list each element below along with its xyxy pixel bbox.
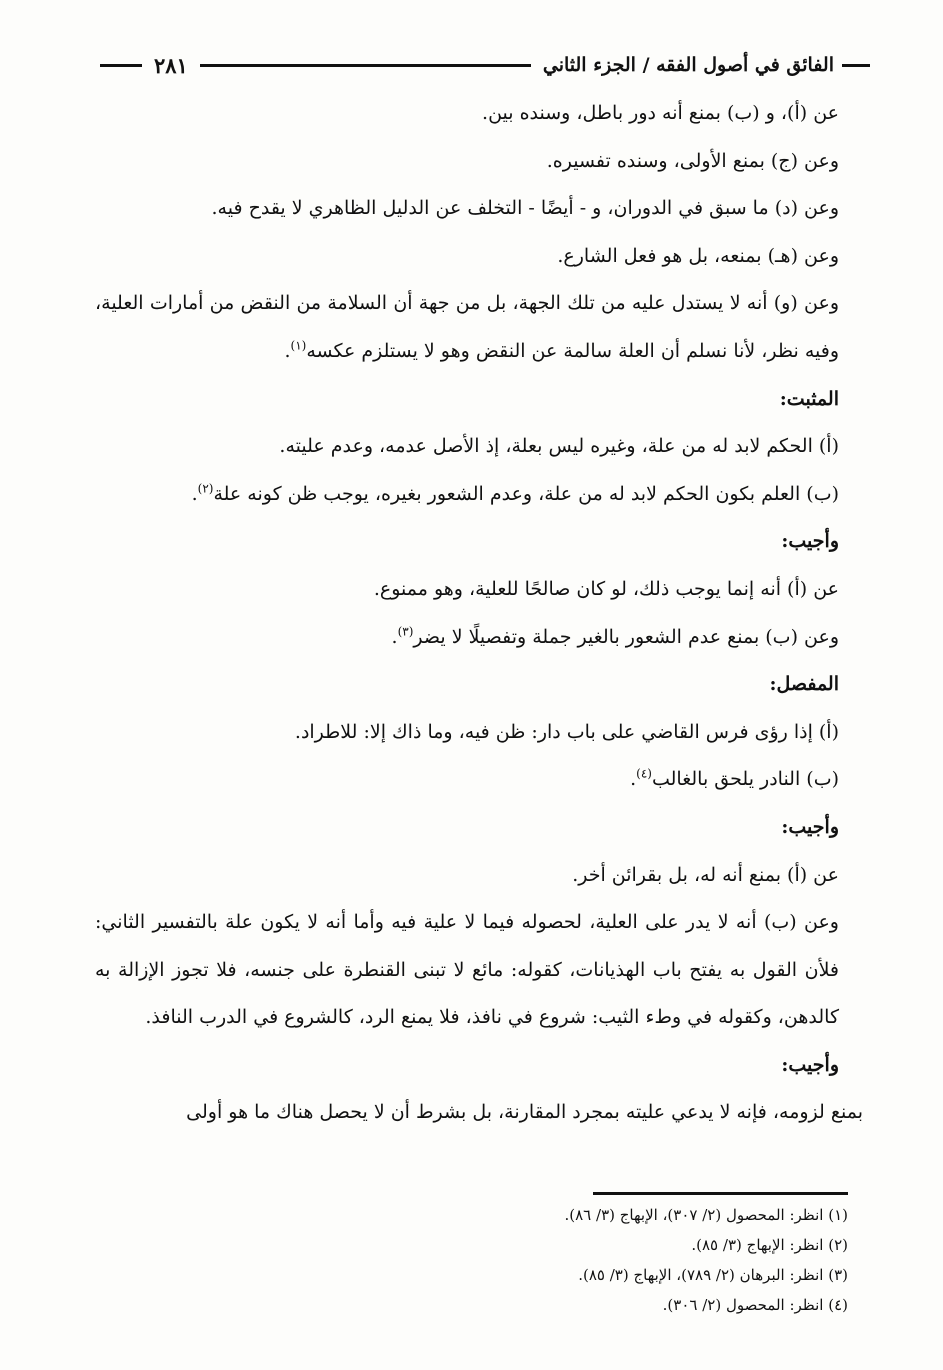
paragraph: عن (أ)، و (ب) بمنع أنه دور باطل، وسنده بين. [482,102,839,124]
header-rule-left [100,64,142,67]
paragraph: وعن (ب) بمنع عدم الشعور بالغير جملة وتفصيلًا لا يضر$^{(٣)}$. [391,624,839,648]
paragraph-text: وعن (و) أنه لا يستدل عليه من تلك الجهة، بل من جهة أن السلامة من النقض من أمارات العلية، وفيه نظر، لأنا نسلم أن العلة سالمة عن النقض وهو لا يستلزم عكسه [95,292,839,362]
paragraph: (أ) الحكم لابد له من علة، وغيره ليس بعلة، إذ الأصل عدمه، وعدم عليته. [279,435,839,458]
footnote-marker: (٣) [397,624,414,639]
paragraph: عن (أ) أنه إنما يوجب ذلك، لو كان صالحًا للعلية، وهو ممنوع. [373,577,839,600]
paragraph: (ب) العلم بكون الحكم لابد له من علة، وعدم الشعور بغيره، يوجب ظن كونه علة$^{(٢)}$. [191,481,839,505]
footnotes [148,1200,848,1320]
paragraph: وعن (هـ) بمنعه، بل هو فعل الشارع. [557,244,839,267]
running-header [100,40,870,90]
section-heading: وأجيب: [781,1053,839,1076]
paragraph: عن (أ) بمنع أنه له، بل بقرائن أخر. [572,863,839,886]
section-heading: وأجيب: [781,530,839,553]
section-heading: المفصل: [769,673,839,696]
footnote-marker: (١) [290,338,307,353]
paragraph: (ب) النادر يلحق بالغالب$^{(٤)}$. [630,766,839,791]
header-title: الفائق في أصول الفقه / الجزء الثاني [542,54,834,76]
header-rule-right [842,64,870,67]
section-heading: المثبت: [779,387,839,410]
footnote: (٤) انظر: المحصول (٢/ ٣٠٦). [662,1296,848,1314]
paragraph-text: (ب) العلم بكون الحكم لابد له من علة، وعدم الشعور بغيره، يوجب ظن كونه علة [213,482,839,505]
paragraph: بمنع لزومه، فإنه لا يدعي عليته بمجرد المقارنة، بل بشرط أن لا يحصل هناك ما هو أولى [186,1101,863,1124]
footnote-marker: (٢) [197,481,214,496]
footnote: (٢) انظر: الإبهاج (٣/ ٨٥). [691,1236,848,1254]
paragraph: وعن (د) ما سبق في الدوران، و - أيضًا - التخلف عن الدليل الظاهري لا يقدح فيه. [211,197,839,220]
section-heading: وأجيب: [781,815,839,838]
paragraph: وعن (ج) بمنع الأولى، وسنده تفسيره. [546,149,839,172]
main-text [95,90,863,1137]
paragraph: (أ) إذا رؤى فرس القاضي على باب دار: ظن فيه، وما ذاك إلا: للاطراد. [294,720,839,743]
header-rule-middle [200,64,531,67]
footnote: (٣) انظر: البرهان (٢/ ٧٨٩)، الإبهاج (٣/ ٨٥). [578,1266,848,1284]
footnote-separator [593,1192,848,1195]
paragraph: وعن (ب) أنه لا يدر على العلية، لحصوله فيما لا علية فيه وأما أنه لا يكون علة بالتفسير الثاني: فلأن القول به يفتح باب الهذيانات، كقوله: مائع لا تبنى القنطرة على جنسه، فلا تجوز الإزالة به كالدهن، وكقوله في وطء الثيب: شروع في نافذ، فلا يمنع الرد، كالشروع في الدرب النافذ. [95,911,839,1029]
paragraph-text: (ب) النادر يلحق بالغالب [651,768,839,791]
footnote: (١) انظر: المحصول (٢/ ٣٠٧)، الإبهاج (٣/ ٨٦). [564,1206,848,1224]
paragraph-text: وعن (ب) بمنع عدم الشعور بالغير جملة وتفصيلًا لا يضر [413,625,839,648]
footnote-marker: (٤) [636,766,652,781]
page-number: ٢٨١ [154,52,188,78]
paragraph: وعن (و) أنه لا يستدل عليه من تلك الجهة، بل من جهة أن السلامة من النقض من أمارات العلية، وفيه نظر، لأنا نسلم أن العلة سالمة عن النقض وهو لا يستلزم عكسه$^{(١)}$. [95,292,839,362]
